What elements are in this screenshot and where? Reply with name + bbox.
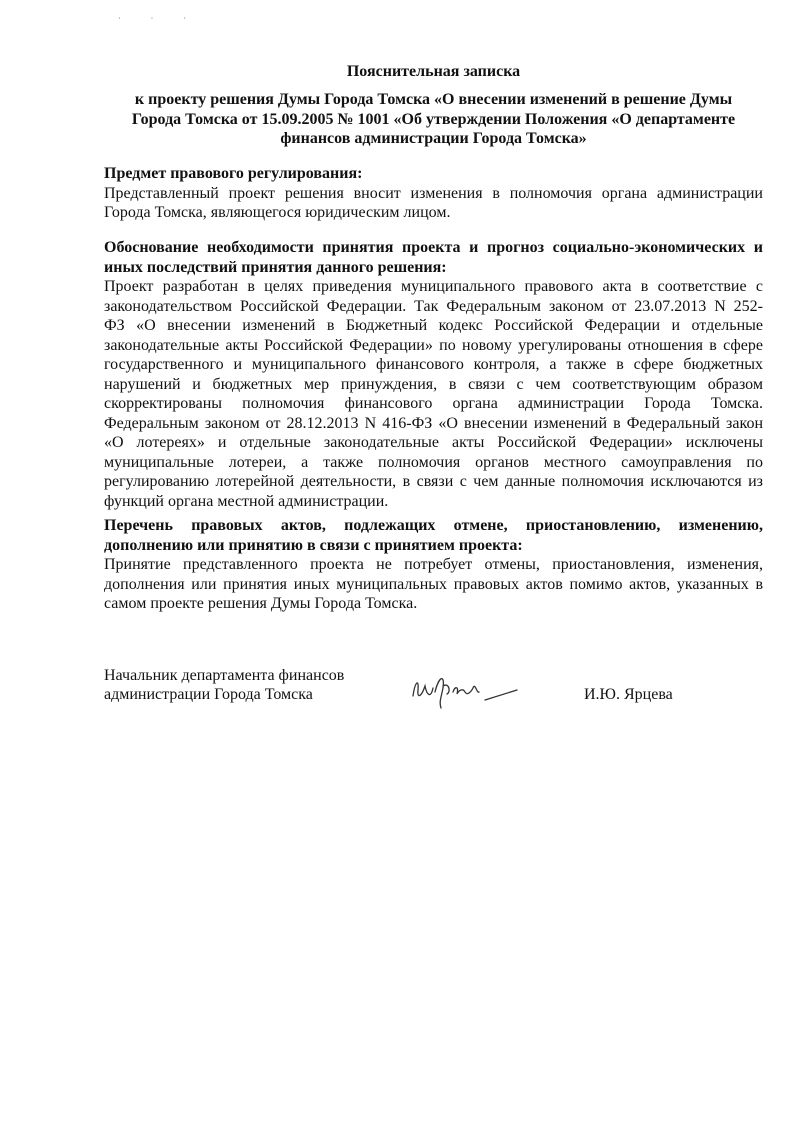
section-body-line: Проект разработан в целях приведения муниципального правового акта в соответствие с bbox=[104, 278, 763, 295]
section-justification bbox=[104, 238, 763, 511]
section-body-line: Принятие представленного проекта не потребует отмены, приостановления, изменения, bbox=[104, 556, 763, 573]
document-title: Пояснительная записка bbox=[346, 63, 521, 80]
section-acts-list bbox=[104, 516, 763, 614]
section-body-line: Представленный проект решения вносит изменения в полномочия органа администрации bbox=[104, 184, 763, 202]
section-body-line: скорректированы полномочия финансового органа администрации Города Томска. bbox=[104, 395, 763, 412]
subtitle-line: к проекту решения Думы Города Томска «О внесении изменений в решение Думы bbox=[134, 91, 733, 108]
document-subtitle bbox=[104, 90, 763, 149]
subtitle-line: финансов администрации Города Томска» bbox=[280, 130, 587, 147]
position-line: администрации Города Томска bbox=[104, 686, 313, 703]
section-body-line: Федеральным законом от 28.12.2013 N 416-ФЗ «О внесении изменений в Федеральный закон bbox=[104, 414, 763, 432]
section-body-line: нарушений и бюджетных мер принуждения, в связи с чем соответствующим образом bbox=[104, 375, 763, 393]
section-body-line: Города Томска, являющегося юридическим лицом. bbox=[104, 204, 451, 221]
subtitle-line: Города Томска от 15.09.2005 № 1001 «Об утверждении Положения «О департаменте bbox=[131, 110, 736, 128]
section-heading-line: дополнению или принятию в связи с принятием проекта: bbox=[104, 536, 523, 554]
handwritten-signature bbox=[405, 668, 525, 713]
section-body-line: муниципальные лотереи, а также полномочия органов местного самоуправления по bbox=[104, 453, 763, 471]
section-heading-line: Предмет правового регулирования: bbox=[104, 165, 363, 182]
section-body-line: законодательные акты Российской Федерации» по новому урегулированы отношения в сфере bbox=[104, 336, 763, 354]
section-heading-line: иных последствий принятия данного решения: bbox=[104, 258, 447, 276]
section-body-line: «О лотереях» и отдельные законодательные акты Российской Федерации» исключены bbox=[104, 434, 763, 451]
section-body-line: государственного и муниципального финансового контроля, а также в сфере бюджетных bbox=[104, 356, 763, 373]
position-line: Начальник департамента финансов bbox=[104, 667, 345, 684]
scan-artifact: · · · bbox=[118, 14, 200, 23]
section-subject bbox=[104, 164, 763, 223]
section-body-line: регулированию лотерейной деятельности, в связи с чем данные полномочия исключаются из bbox=[104, 473, 763, 490]
signatory-position bbox=[104, 666, 344, 704]
section-body-line: функций органа местной администрации. bbox=[104, 492, 389, 510]
section-heading-line: Перечень правовых актов, подлежащих отмене, приостановлению, изменению, bbox=[104, 517, 763, 534]
section-body-line: дополнения или принятия иных муниципальных правовых актов помимо актов, указанных в bbox=[104, 575, 763, 593]
signatory-name: И.Ю. Ярцева bbox=[584, 686, 673, 703]
section-body-line: ФЗ «О внесении изменений в Бюджетный кодекс Российской Федерации и отдельные bbox=[104, 317, 763, 334]
section-heading-line: Обоснование необходимости принятия проекта и прогноз социально-экономических и bbox=[104, 239, 763, 256]
section-body-line: самом проекте решения Думы Города Томска. bbox=[104, 595, 418, 612]
section-body-line: законодательством Российской Федерации. Так Федеральным законом от 23.07.2013 N 252- bbox=[104, 297, 763, 315]
